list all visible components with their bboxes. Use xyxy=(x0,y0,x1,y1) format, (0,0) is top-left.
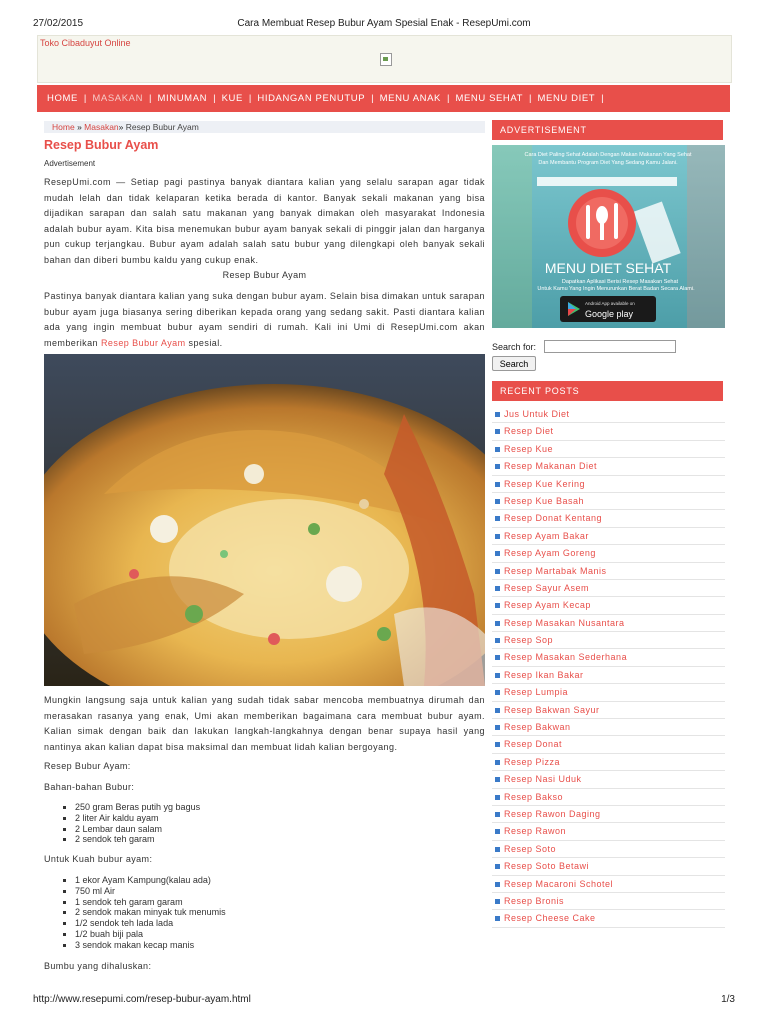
recent-post-link[interactable]: Resep Martabak Manis xyxy=(492,563,725,580)
list-item: ▪ 250 gram Beras putih yg bagus xyxy=(75,802,200,813)
second-paragraph-tail: spesial. xyxy=(185,337,223,348)
recent-posts-heading: RECENT POSTS xyxy=(492,381,723,401)
nav-separator: | xyxy=(601,93,604,104)
kuah-ingredients-list xyxy=(44,875,226,951)
list-item: ▪ 1 sendok teh garam garam xyxy=(75,897,226,908)
breadcrumb-separator: » xyxy=(77,122,82,132)
recent-post-link[interactable]: Resep Ikan Bakar xyxy=(492,667,725,684)
nav-separator: | xyxy=(371,93,374,104)
nav-separator: | xyxy=(248,93,252,104)
recipe-link[interactable]: Resep Bubur Ayam xyxy=(100,337,186,348)
list-item: ▪ 2 Lembar daun salam xyxy=(75,824,200,835)
menu-diet-sehat-ad[interactable] xyxy=(492,145,725,328)
google-play-small: Android App available on xyxy=(585,301,635,306)
recent-post-link[interactable]: Resep Rawon Daging xyxy=(492,806,725,823)
recent-post-link[interactable]: Resep Kue Kering xyxy=(492,476,725,493)
recipe-caption: Resep Bubur Ayam xyxy=(222,270,307,280)
advertisement-heading: ADVERTISEMENT xyxy=(492,120,723,140)
breadcrumb-home-link[interactable]: Home xyxy=(52,122,75,132)
breadcrumb-separator: » xyxy=(118,122,124,132)
nav-separator: | xyxy=(83,93,87,104)
list-item: ▪ 1/2 sendok teh lada lada xyxy=(75,918,226,929)
breadcrumb-category-link[interactable]: Masakan xyxy=(84,122,119,132)
recent-post-link[interactable]: Resep Bakwan Sayur xyxy=(492,702,725,719)
recent-post-link[interactable]: Resep Ayam Goreng xyxy=(492,545,725,562)
recent-post-link[interactable]: Resep Bakso xyxy=(492,789,725,806)
ad-sub-1: Dapatkan Aplikasi Berisi Resep Masakan Sehat xyxy=(561,279,679,285)
nav-item-minuman[interactable]: MINUMAN xyxy=(157,93,208,104)
nav-item-menu-diet[interactable]: MENU DIET xyxy=(537,93,596,104)
list-item: ▪ 1/2 buah biji pala xyxy=(75,929,226,940)
recent-post-link[interactable]: Resep Nasi Uduk xyxy=(492,771,725,788)
recent-post-link[interactable]: Resep Soto xyxy=(492,841,725,858)
google-play-label: Google play xyxy=(585,309,634,319)
nav-separator: | xyxy=(149,93,152,104)
breadcrumb-current: Resep Bubur Ayam xyxy=(125,122,199,132)
top-ad-box xyxy=(37,35,732,83)
nav-item-masakan[interactable]: MASAKAN xyxy=(92,93,144,104)
recent-post-link[interactable]: Resep Makanan Diet xyxy=(492,458,725,475)
nav-separator: | xyxy=(446,93,450,104)
recent-post-link[interactable]: Resep Pizza xyxy=(492,754,725,771)
recipe-heading: Resep Bubur Ayam: xyxy=(44,761,131,771)
second-paragraph xyxy=(44,289,485,351)
recent-post-link[interactable]: Resep Sop xyxy=(492,632,725,649)
print-date: 27/02/2015 xyxy=(33,18,84,29)
ad-tagline-1: Cara Diet Paling Sehat Adalah Dengan Makan Makanan Yang Sehat xyxy=(524,152,692,158)
recent-post-link[interactable]: Resep Sayur Asem xyxy=(492,580,725,597)
nav-item-hidangan-penutup[interactable]: HIDANGAN PENUTUP xyxy=(257,93,366,104)
recent-post-link[interactable]: Resep Diet xyxy=(492,423,725,440)
recent-post-link[interactable]: Jus Untuk Diet xyxy=(492,406,725,423)
nav-separator: | xyxy=(529,93,532,104)
print-title: Cara Membuat Resep Bubur Ayam Spesial Enak - ResepUmi.com xyxy=(237,18,531,29)
kuah-ingredients-heading: Untuk Kuah bubur ayam: xyxy=(44,854,153,864)
recent-post-link[interactable]: Resep Kue Basah xyxy=(492,493,725,510)
page-url: http://www.resepumi.com/resep-bubur-ayam.html xyxy=(33,994,251,1005)
ad-tagline-2: Dan Membantu Program Diet Yang Sedang Kamu Jalani. xyxy=(538,160,678,166)
second-paragraph-text: Pastinya banyak diantara kalian yang suka dengan bubur ayam. Selain bisa dimakan untuk sarapan bubur ayam juga biasanya sering diberikan kepada orang yang sedang sakit. Pasti diantara kalian ada yang ingin membuat bubur ayam sendiri di rumah. Kali ini Umi di ResepUmi.com akan memberikan xyxy=(44,291,485,348)
list-item: ▪ 2 sendok teh garam xyxy=(75,834,200,845)
recent-post-link[interactable]: Resep Kue xyxy=(492,441,725,458)
recent-post-link[interactable]: Resep Ayam Bakar xyxy=(492,528,725,545)
nav-separator: | xyxy=(213,93,216,104)
advertisement-label: Advertisement xyxy=(44,159,96,168)
shop-link[interactable]: Toko Cibaduyut Online xyxy=(40,38,131,48)
breadcrumb xyxy=(44,121,485,133)
recent-post-link[interactable]: Resep Donat Kentang xyxy=(492,510,725,527)
list-item: ▪ 750 ml Air xyxy=(75,886,226,897)
post-title: Resep Bubur Ayam xyxy=(44,138,159,152)
recent-post-link[interactable]: Resep Donat xyxy=(492,736,725,753)
recent-posts-list xyxy=(492,406,725,928)
recent-post-link[interactable]: Resep Ayam Kecap xyxy=(492,597,725,614)
recent-post-link[interactable]: Resep Masakan Nusantara xyxy=(492,615,725,632)
list-item: ▪ 3 sendok makan kecap manis xyxy=(75,940,226,951)
list-item: ▪ 2 sendok makan minyak tuk menumis xyxy=(75,907,226,918)
recent-post-link[interactable]: Resep Cheese Cake xyxy=(492,910,725,927)
bubur-ingredients-list xyxy=(44,802,200,845)
print-header xyxy=(0,0,768,32)
recent-post-link[interactable]: Resep Bakwan xyxy=(492,719,725,736)
recent-post-link[interactable]: Resep Masakan Sederhana xyxy=(492,649,725,666)
bubur-ingredients-heading: Bahan-bahan Bubur: xyxy=(44,782,135,792)
search-input[interactable] xyxy=(544,340,676,353)
main-nav xyxy=(37,85,730,112)
recent-post-link[interactable]: Resep Macaroni Schotel xyxy=(492,876,725,893)
bubur-ayam-photo xyxy=(44,354,485,686)
nav-item-kue[interactable]: KUE xyxy=(221,93,243,104)
third-paragraph: Mungkin langsung saja untuk kalian yang sudah tidak sabar mencoba membuatnya dirumah dan merasakan rasanya yang enak, Umi akan memberikan bagaimana cara membuat bubur ayam. Kalian simak dengan baik dan lakukan langkah-langkahnya dengan benar supaya hasil yang nantinya akan kalian dapat bisa maksimal dan membuat lidah kalian bergoyang. xyxy=(44,695,485,752)
nav-item-menu-sehat[interactable]: MENU SEHAT xyxy=(455,93,524,104)
ad-title: MENU DIET SEHAT xyxy=(544,260,672,276)
list-item: ▪ 1 ekor Ayam Kampung(kalau ada) xyxy=(75,875,226,886)
recent-post-link[interactable]: Resep Bronis xyxy=(492,893,725,910)
broken-image-icon xyxy=(380,53,392,66)
recent-post-link[interactable]: Resep Rawon xyxy=(492,823,725,840)
bumbu-heading: Bumbu yang dihaluskan: xyxy=(44,961,152,971)
recent-post-link[interactable]: Resep Lumpia xyxy=(492,684,725,701)
search-label: Search for: xyxy=(492,342,537,352)
list-item: ▪ 2 liter Air kaldu ayam xyxy=(75,813,200,824)
page-number: 1/3 xyxy=(721,994,735,1005)
nav-item-home[interactable]: HOME xyxy=(47,93,78,104)
nav-item-menu-anak[interactable]: MENU ANAK xyxy=(379,93,441,104)
recent-post-link[interactable]: Resep Soto Betawi xyxy=(492,858,725,875)
ad-sub-2: Untuk Kamu Yang Ingin Menurunkan Berat Badan Secara Alami. xyxy=(537,286,695,292)
search-button[interactable]: Search xyxy=(492,356,536,371)
intro-paragraph: ResepUmi.com — Setiap pagi pastinya banyak diantara kalian yang selalu sarapan agar tidak mudah lelah dan tidak kelaparan ketika berada di kantor. Banyak sekali makanan yang bisa dijadikan sarapan dan salah satu makanan yang banyak dimakan oleh masyarakat Indonesia adalah bubur ayam. Kita bisa menemukan bubur ayam banyak sekali di pinggir jalan dan harganya pun cukup terjangkau. Bubur ayam adalah salah satu bubur yang dilengkapi oleh banyak sekali bahan dan diberi bumbu kaldu yang cukup enak. xyxy=(44,177,485,265)
